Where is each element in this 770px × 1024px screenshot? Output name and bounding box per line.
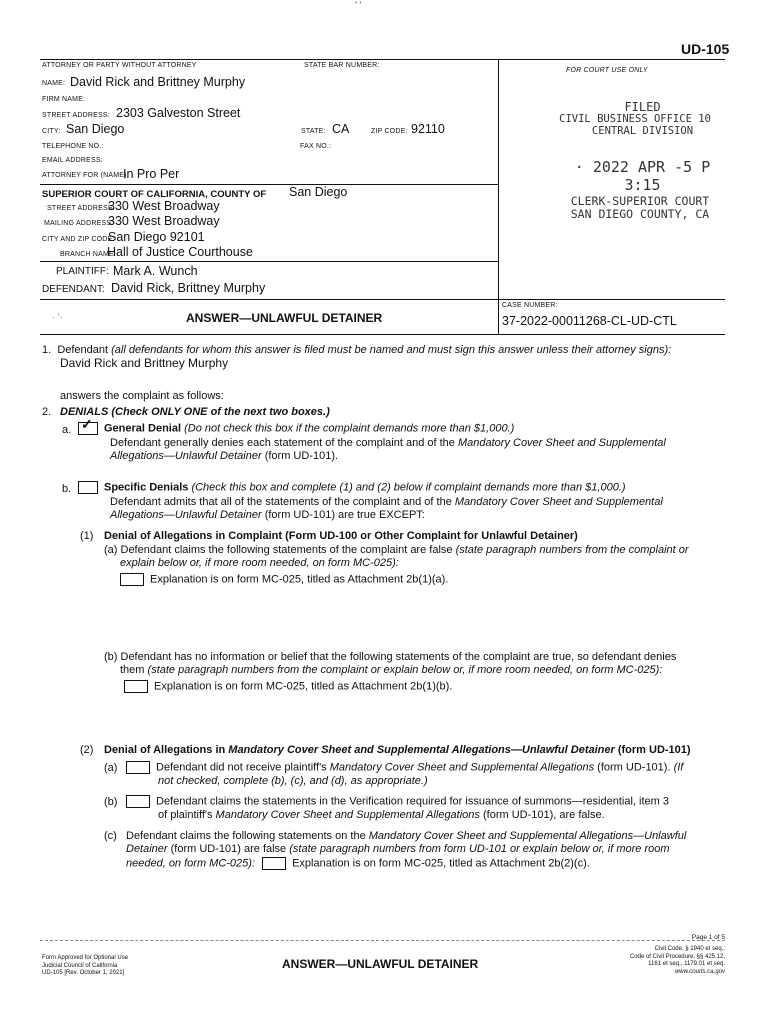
sub2c-form-name2: Detainer [126,843,168,855]
header-divider [498,59,499,334]
sub1b-text2: them [120,664,145,676]
email-label: EMAIL ADDRESS: [42,157,103,164]
stamp-filed: FILED [624,100,661,114]
court-title: SUPERIOR COURT OF CALIFORNIA, COUNTY OF [42,189,267,200]
specific-denials-instruction: (Check this box and complete (1) and (2) below if complaint demands more than $1,000.) [191,481,626,494]
defendant-name: David Rick, Brittney Murphy [111,281,266,295]
state-bar-label: STATE BAR NUMBER: [304,62,380,69]
item2a-row [78,416,515,435]
attorney-for-label: ATTORNEY FOR (NAME): [42,172,129,179]
firm-label: FIRM NAME: [42,96,86,103]
footer-left [42,955,128,978]
attorney-for: In Pro Per [123,167,180,181]
general-denial-text2 [110,450,338,463]
item1-names: David Rick and Brittney Murphy [60,356,229,370]
plaintiff-label: PLAINTIFF: [56,266,109,277]
stamp-clerk: CLERK-SUPERIOR COURT [570,194,710,208]
item2b-row [78,481,626,494]
sub2-title-form: Mandatory Cover Sheet and Supplemental Allegations—Unlawful Detainer [228,744,615,756]
court-cityzip-label: CITY AND ZIP CODE: [42,236,115,243]
sub2b-line2 [158,809,605,822]
item1-answers: answers the complaint as follows: [60,390,224,402]
sub2c-letter: (c) [104,830,117,842]
specific-denials-title: Specific Denials [104,481,189,494]
sub1a-instruction: (state paragraph numbers from the complaint or [455,544,689,556]
sub2c-line2 [126,843,670,856]
defendant-label: DEFENDANT: [42,284,105,295]
attorney-rule [40,184,498,185]
sub1a-text: (a) Defendant claims the following statements of the complaint are false [104,544,453,556]
sub2c-checkbox[interactable] [262,857,286,870]
sub2c-instruction: (state paragraph numbers from form UD-101 or explain below or, if more room [289,843,670,855]
general-denial-line1: Defendant generally denies each statement of the complaint and of the [110,437,455,449]
footer-council: Judicial Council of California [42,962,118,969]
court-branch-label: BRANCH NAME: [60,251,117,258]
phone-label: TELEPHONE NO.: [42,143,104,150]
sub2b-checkbox[interactable] [126,795,150,808]
sub2a-instruction2: not checked, complete (b), (c), and (d), as appropriate.) [158,775,428,787]
sub2c-text2: (form UD-101) are false [170,843,287,855]
footer-ccp: Code of Civil Procedure, §§ 425.12, [629,953,725,960]
sub2b-form-name: Mandatory Cover Sheet and Supplemental Allegations [215,809,480,821]
sub2b-row [126,795,669,808]
sub1b-attachment-text: Explanation is on form MC-025, titled as Attachment 2b(1)(b). [154,680,453,693]
fax-label: FAX NO.: [300,143,332,150]
form-number: UD-105 [681,41,730,57]
sub1b-attachment-checkbox[interactable] [124,680,148,693]
city-label: CITY: [42,128,61,135]
footer-page: Page 1 of 5 [691,934,725,941]
sub1b-instruction: (state paragraph numbers from the complaint or explain below or, if more room needed, on form MC-025): [147,664,663,676]
specific-denials-form-name2: Allegations—Unlawful Detainer [110,509,262,521]
sub2-title-text: Denial of Allegations in [104,744,226,756]
court-county: San Diego [289,185,348,199]
sub2b-text: Defendant claims the statements in the Verification required for issuance of summons—residential, item 3 [156,795,669,808]
attorney-state: CA [332,122,350,136]
sub2a-row [126,761,683,774]
sub1b-text1: (b) Defendant has no information or belief that the following statements of the complaint are true, so defendant denies [104,651,677,663]
footer-right [560,946,725,976]
general-denial-text [110,437,666,450]
sub1a-attachment-checkbox[interactable] [120,573,144,586]
court-branch: Hall of Justice Courthouse [107,245,253,259]
sub2c-form-name: Mandatory Cover Sheet and Supplemental Allegations—Unlawful [368,830,687,842]
court-use-label: FOR COURT USE ONLY [566,67,648,74]
header-top-rule [40,59,725,60]
sub1a-attachment [120,573,448,586]
attorney-name: David Rick and Brittney Murphy [70,75,246,89]
scan-mark: ’ ’ [355,0,362,10]
specific-denials-text2 [110,509,425,522]
item1-instruction: (all defendants for whom this answer is filed must be named and must sign this answer unless their attorney signs): [111,344,672,356]
header-bottom-rule [40,334,725,335]
item2-num: 2. [42,406,52,418]
scan-artifact: · ‘· [52,312,63,322]
sub1a-instruction2: explain below or, if more room needed, on form MC-025): [120,557,399,569]
footer-approved: Form Approved for Optional Use [42,955,129,961]
parties-rule [40,299,725,300]
stamp-county: SAN DIEGO COUNTY, CA [570,207,710,221]
check-mark-icon: ✓ [81,416,93,432]
sub2c-line3 [126,857,590,870]
sub2b-letter: (b) [104,796,118,808]
attorney-street: 2303 Galveston Street [116,106,241,120]
general-denial-form-name2: Allegations—Unlawful Detainer [110,450,262,462]
sub2a-instruction: (If [673,761,684,774]
sub2-title-form-number: (form UD-101) [617,744,691,756]
sub2a-letter: (a) [104,762,118,774]
attorney-zip: 92110 [411,122,445,136]
sub2c-text: Defendant claims the following statements on the [126,830,366,842]
court-mailing-label: MAILING ADDRESS: [44,220,114,227]
general-denial-checkbox[interactable] [78,416,98,435]
sub1a-attachment-text: Explanation is on form MC-025, titled as Attachment 2b(1)(a). [150,573,449,586]
stamp-date: · 2022 APR -5 P 3:15 [574,158,711,194]
sub2b-text2: of plaintiff's [158,809,213,821]
sub1b-attachment [124,680,452,693]
footer-title: ANSWER—UNLAWFUL DETAINER [282,957,479,971]
attorney-city: San Diego [66,122,125,136]
sub1b-line2 [120,664,662,677]
item2a-letter: a. [62,424,72,436]
specific-denials-form-name: Mandatory Cover Sheet and Supplemental [454,496,663,508]
specific-denials-text [110,496,663,509]
case-number: 37-2022-00011268-CL-UD-CTL [502,314,677,328]
sub2a-form-number: (form UD-101). [597,761,671,774]
item1-num: 1. [42,344,52,356]
court-street: 330 West Broadway [108,199,220,213]
sub2b-form-number: (form UD-101), are false. [482,809,605,821]
general-denial-instruction: (Do not check this box if the complaint demands more than $1,000.) [184,422,515,435]
item2-heading: DENIALS (Check ONLY ONE of the next two boxes.) [60,406,330,418]
item2b-letter: b. [62,483,72,495]
footer-revision: UD-105 [Rev. October 1, 2021] [42,970,125,976]
sub2-num: (2) [80,744,94,756]
sub1a [104,544,689,557]
sub2a-form-name: Mandatory Cover Sheet and Supplemental Allegations [329,761,595,774]
specific-denials-checkbox[interactable] [78,481,98,494]
sub1-num: (1) [80,530,94,542]
attorney-label: ATTORNEY OR PARTY WITHOUT ATTORNEY [42,62,197,69]
court-cityzip: San Diego 92101 [108,230,205,244]
general-denial-title: General Denial [104,422,182,435]
zip-label: ZIP CODE: [371,128,408,135]
item1-defendant: Defendant [57,344,109,356]
street-label: STREET ADDRESS: [42,112,110,119]
sub2c-instruction2: needed, on form MC-025): [126,857,256,870]
sub2-title [104,744,691,757]
sub2a-text: Defendant did not receive plaintiff's [156,761,327,774]
stamp-division: CENTRAL DIVISION [591,125,694,137]
case-number-label: CASE NUMBER: [502,302,558,309]
state-label: STATE: [301,128,326,135]
specific-denials-line1: Defendant admits that all of the statements of the complaint and of the [110,496,452,508]
plaintiff-name: Mark A. Wunch [113,264,198,278]
form-title: ANSWER—UNLAWFUL DETAINER [186,311,383,325]
stamp-office: CIVIL BUSINESS OFFICE 10 [559,113,711,125]
sub2c-line1 [126,830,686,843]
court-rule [40,261,498,262]
sub2c-attachment-text: Explanation is on form MC-025, titled as Attachment 2b(2)(c). [292,857,590,870]
court-street-label: STREET ADDRESS: [47,205,115,212]
general-denial-form-name: Mandatory Cover Sheet and Supplemental [457,437,666,449]
specific-denials-line2: (form UD-101) are true EXCEPT: [264,509,425,521]
sub1-title: Denial of Allegations in Complaint (Form UD-100 or Other Complaint for Unlawful Detainer) [104,530,578,542]
sub2a-checkbox[interactable] [126,761,150,774]
name-label: NAME: [42,80,66,87]
general-denial-line2: (form UD-101). [264,450,339,462]
court-mailing: 330 West Broadway [108,214,220,228]
footer-sections: 1161 et seq., 1179.01 et seq. [648,961,725,967]
footer-website: www.courts.ca.gov [674,968,725,975]
footer-civil-code: Civil Code, § 1940 et seq.; [654,946,725,952]
